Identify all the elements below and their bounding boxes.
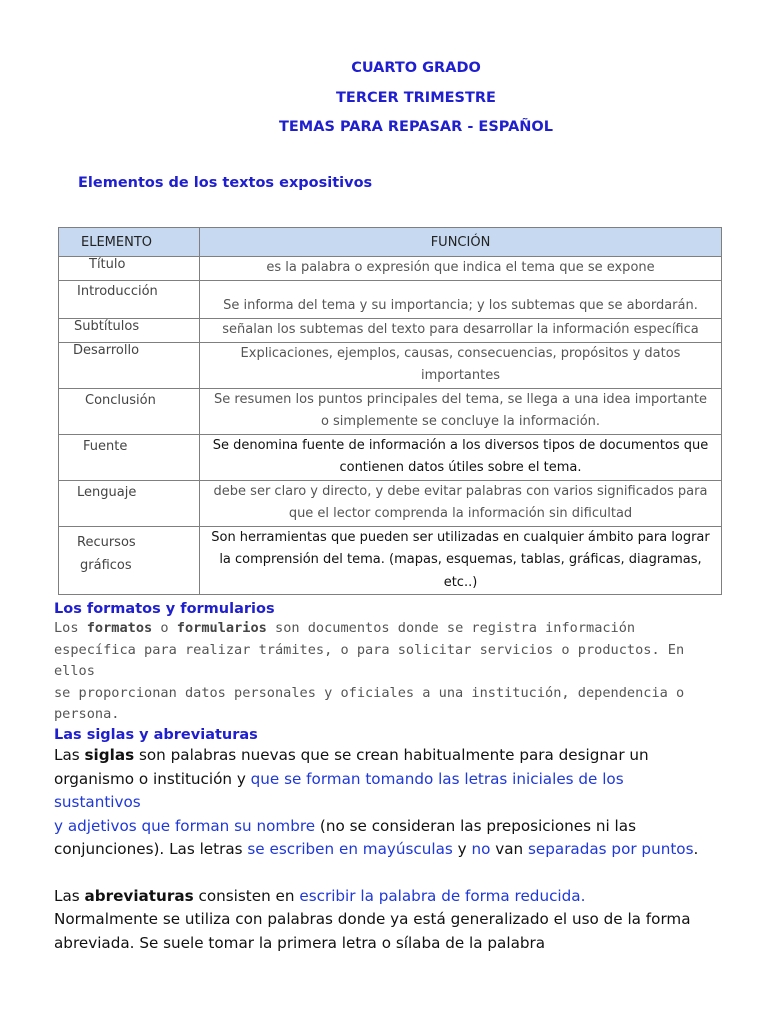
- highlight-run: no: [471, 840, 491, 858]
- element-name: Conclusión: [85, 392, 156, 408]
- table-cell-element: [59, 388, 200, 434]
- table-row: [59, 388, 722, 434]
- table-cell-element: [59, 434, 200, 480]
- paragraph-line: abreviada. Se suele tomar la primera letra o sílaba de la palabra: [54, 933, 546, 952]
- element-name-line: Recursos: [77, 534, 136, 550]
- function-text-line: Se resumen los puntos principales del tema, se llega a una idea importante: [214, 391, 707, 407]
- text-run: Los: [54, 620, 87, 636]
- text-run: y: [452, 840, 472, 858]
- bold-term-formularios: formularios: [176, 620, 267, 636]
- text-run: Las: [54, 746, 85, 764]
- function-text-line: debe ser claro y directo, y debe evitar palabras con varios significados para: [213, 483, 708, 499]
- function-text-line: la comprensión del tema. (mapas, esquemas, tablas, gráficas, diagramas,: [219, 552, 702, 567]
- text-run: consisten en: [193, 886, 300, 905]
- text-run: .: [693, 840, 699, 858]
- table-cell-function: [200, 280, 722, 318]
- abreviaturas-paragraph: [54, 885, 714, 956]
- text-run: (no se consideran las preposiciones ni las: [315, 816, 636, 835]
- paragraph-line: [54, 815, 714, 839]
- function-text-line: o simplemente se concluye la información.: [320, 414, 601, 429]
- text-run: organismo o institución y: [54, 769, 251, 788]
- highlight-run: escribir la palabra de forma reducida.: [299, 886, 586, 905]
- bold-term-formatos: formatos: [86, 620, 153, 636]
- document-header: [32, 54, 768, 143]
- highlight-run: se escriben en mayúsculas: [247, 840, 453, 858]
- table-row: [59, 280, 722, 318]
- paragraph-line: [54, 838, 714, 862]
- highlight-run: separadas por puntos: [527, 840, 694, 858]
- function-text-line: contienen datos útiles sobre el tema.: [339, 460, 582, 475]
- element-name: Subtítulos: [74, 318, 140, 334]
- table-header-funcion: FUNCIÓN: [200, 228, 722, 257]
- table-row: [59, 257, 722, 281]
- function-text: Se informa del tema y su importancia; y los subtemas que se abordarán.: [223, 298, 698, 313]
- function-text-line: etc..): [443, 574, 478, 590]
- formatos-paragraph: [54, 618, 714, 726]
- table-row: [59, 342, 722, 388]
- table-cell-element: [59, 318, 200, 342]
- table-cell-function: [200, 257, 722, 281]
- text-run: Las: [54, 886, 85, 905]
- paragraph-line: Normalmente se utiliza con palabras donde ya está generalizado el uso de la forma: [54, 910, 691, 928]
- highlight-run: y adjetivos que forman su nombre: [54, 816, 316, 835]
- section-title-elementos: Elementos de los textos expositivos: [78, 175, 373, 191]
- bold-term-siglas: siglas: [84, 746, 135, 764]
- header-topic: TEMAS PARA REPASAR - ESPAÑOL: [279, 119, 553, 135]
- header-term: TERCER TRIMESTRE: [336, 89, 496, 106]
- table-cell-element: [59, 280, 200, 318]
- paragraph-line: [54, 768, 714, 815]
- element-name: Fuente: [83, 438, 128, 454]
- text-run: van: [490, 840, 528, 858]
- function-text-line: que el lector comprenda la información sin dificultad: [288, 506, 633, 521]
- table-cell-function: [200, 318, 722, 342]
- function-text-line: Son herramientas que pueden ser utilizadas en cualquier ámbito para lograr: [211, 529, 710, 545]
- table-cell-function: [200, 526, 722, 595]
- paragraph-line: [54, 744, 714, 768]
- section-formatos: [54, 601, 714, 726]
- table-cell-element: [59, 257, 200, 281]
- element-name: Lenguaje: [77, 484, 137, 500]
- text-run: conjunciones). Las letras: [54, 840, 248, 858]
- text-run: o: [152, 620, 177, 636]
- paragraph-line: se proporcionan datos personales y oficiales a una institución, dependencia o: [54, 684, 685, 701]
- function-text: Explicaciones, ejemplos, causas, consecuencias, propósitos y datos importantes: [240, 345, 681, 383]
- table-cell-function: [200, 434, 722, 480]
- section-title-formatos: Los formatos y formularios: [54, 601, 275, 617]
- paragraph-line: persona.: [54, 706, 120, 722]
- function-text: señalan los subtemas del texto para desarrollar la información específica: [222, 321, 699, 337]
- paragraph-line: [54, 885, 714, 909]
- table-cell-element: [59, 526, 200, 595]
- element-name: Título: [89, 257, 126, 272]
- highlight-run: que se forman tomando las letras iniciales de los sustantivos: [54, 769, 624, 811]
- elements-table: [58, 227, 722, 595]
- section-title-siglas: Las siglas y abreviaturas: [54, 727, 258, 743]
- element-name: Introducción: [77, 283, 158, 299]
- table-row: [59, 480, 722, 526]
- table-header-row: [59, 228, 722, 257]
- header-grade: CUARTO GRADO: [351, 60, 481, 76]
- paragraph-line: [54, 618, 714, 640]
- siglas-paragraph: [54, 744, 714, 862]
- table-row: [59, 526, 722, 595]
- table-cell-element: [59, 342, 200, 388]
- table-header-elemento: ELEMENTO: [59, 228, 200, 257]
- paragraph-line: específica para realizar trámites, o para solicitar servicios o productos. En ellos: [54, 641, 685, 679]
- table-cell-element: [59, 480, 200, 526]
- function-text: es la palabra o expresión que indica el tema que se expone: [266, 260, 655, 275]
- text-run: son documentos donde se registra información: [266, 620, 636, 636]
- section-siglas: [54, 727, 714, 955]
- table-cell-function: [200, 342, 722, 388]
- table-cell-function: [200, 388, 722, 434]
- table-cell-function: [200, 480, 722, 526]
- table-row: [59, 434, 722, 480]
- element-name: Desarrollo: [73, 342, 140, 358]
- table-row: [59, 318, 722, 342]
- element-name-line: gráficos: [80, 557, 132, 573]
- text-run: son palabras nuevas que se crean habitualmente para designar un: [134, 746, 649, 764]
- bold-term-abreviaturas: abreviaturas: [84, 886, 194, 905]
- function-text-line: Se denomina fuente de información a los diversos tipos de documentos que: [212, 437, 709, 453]
